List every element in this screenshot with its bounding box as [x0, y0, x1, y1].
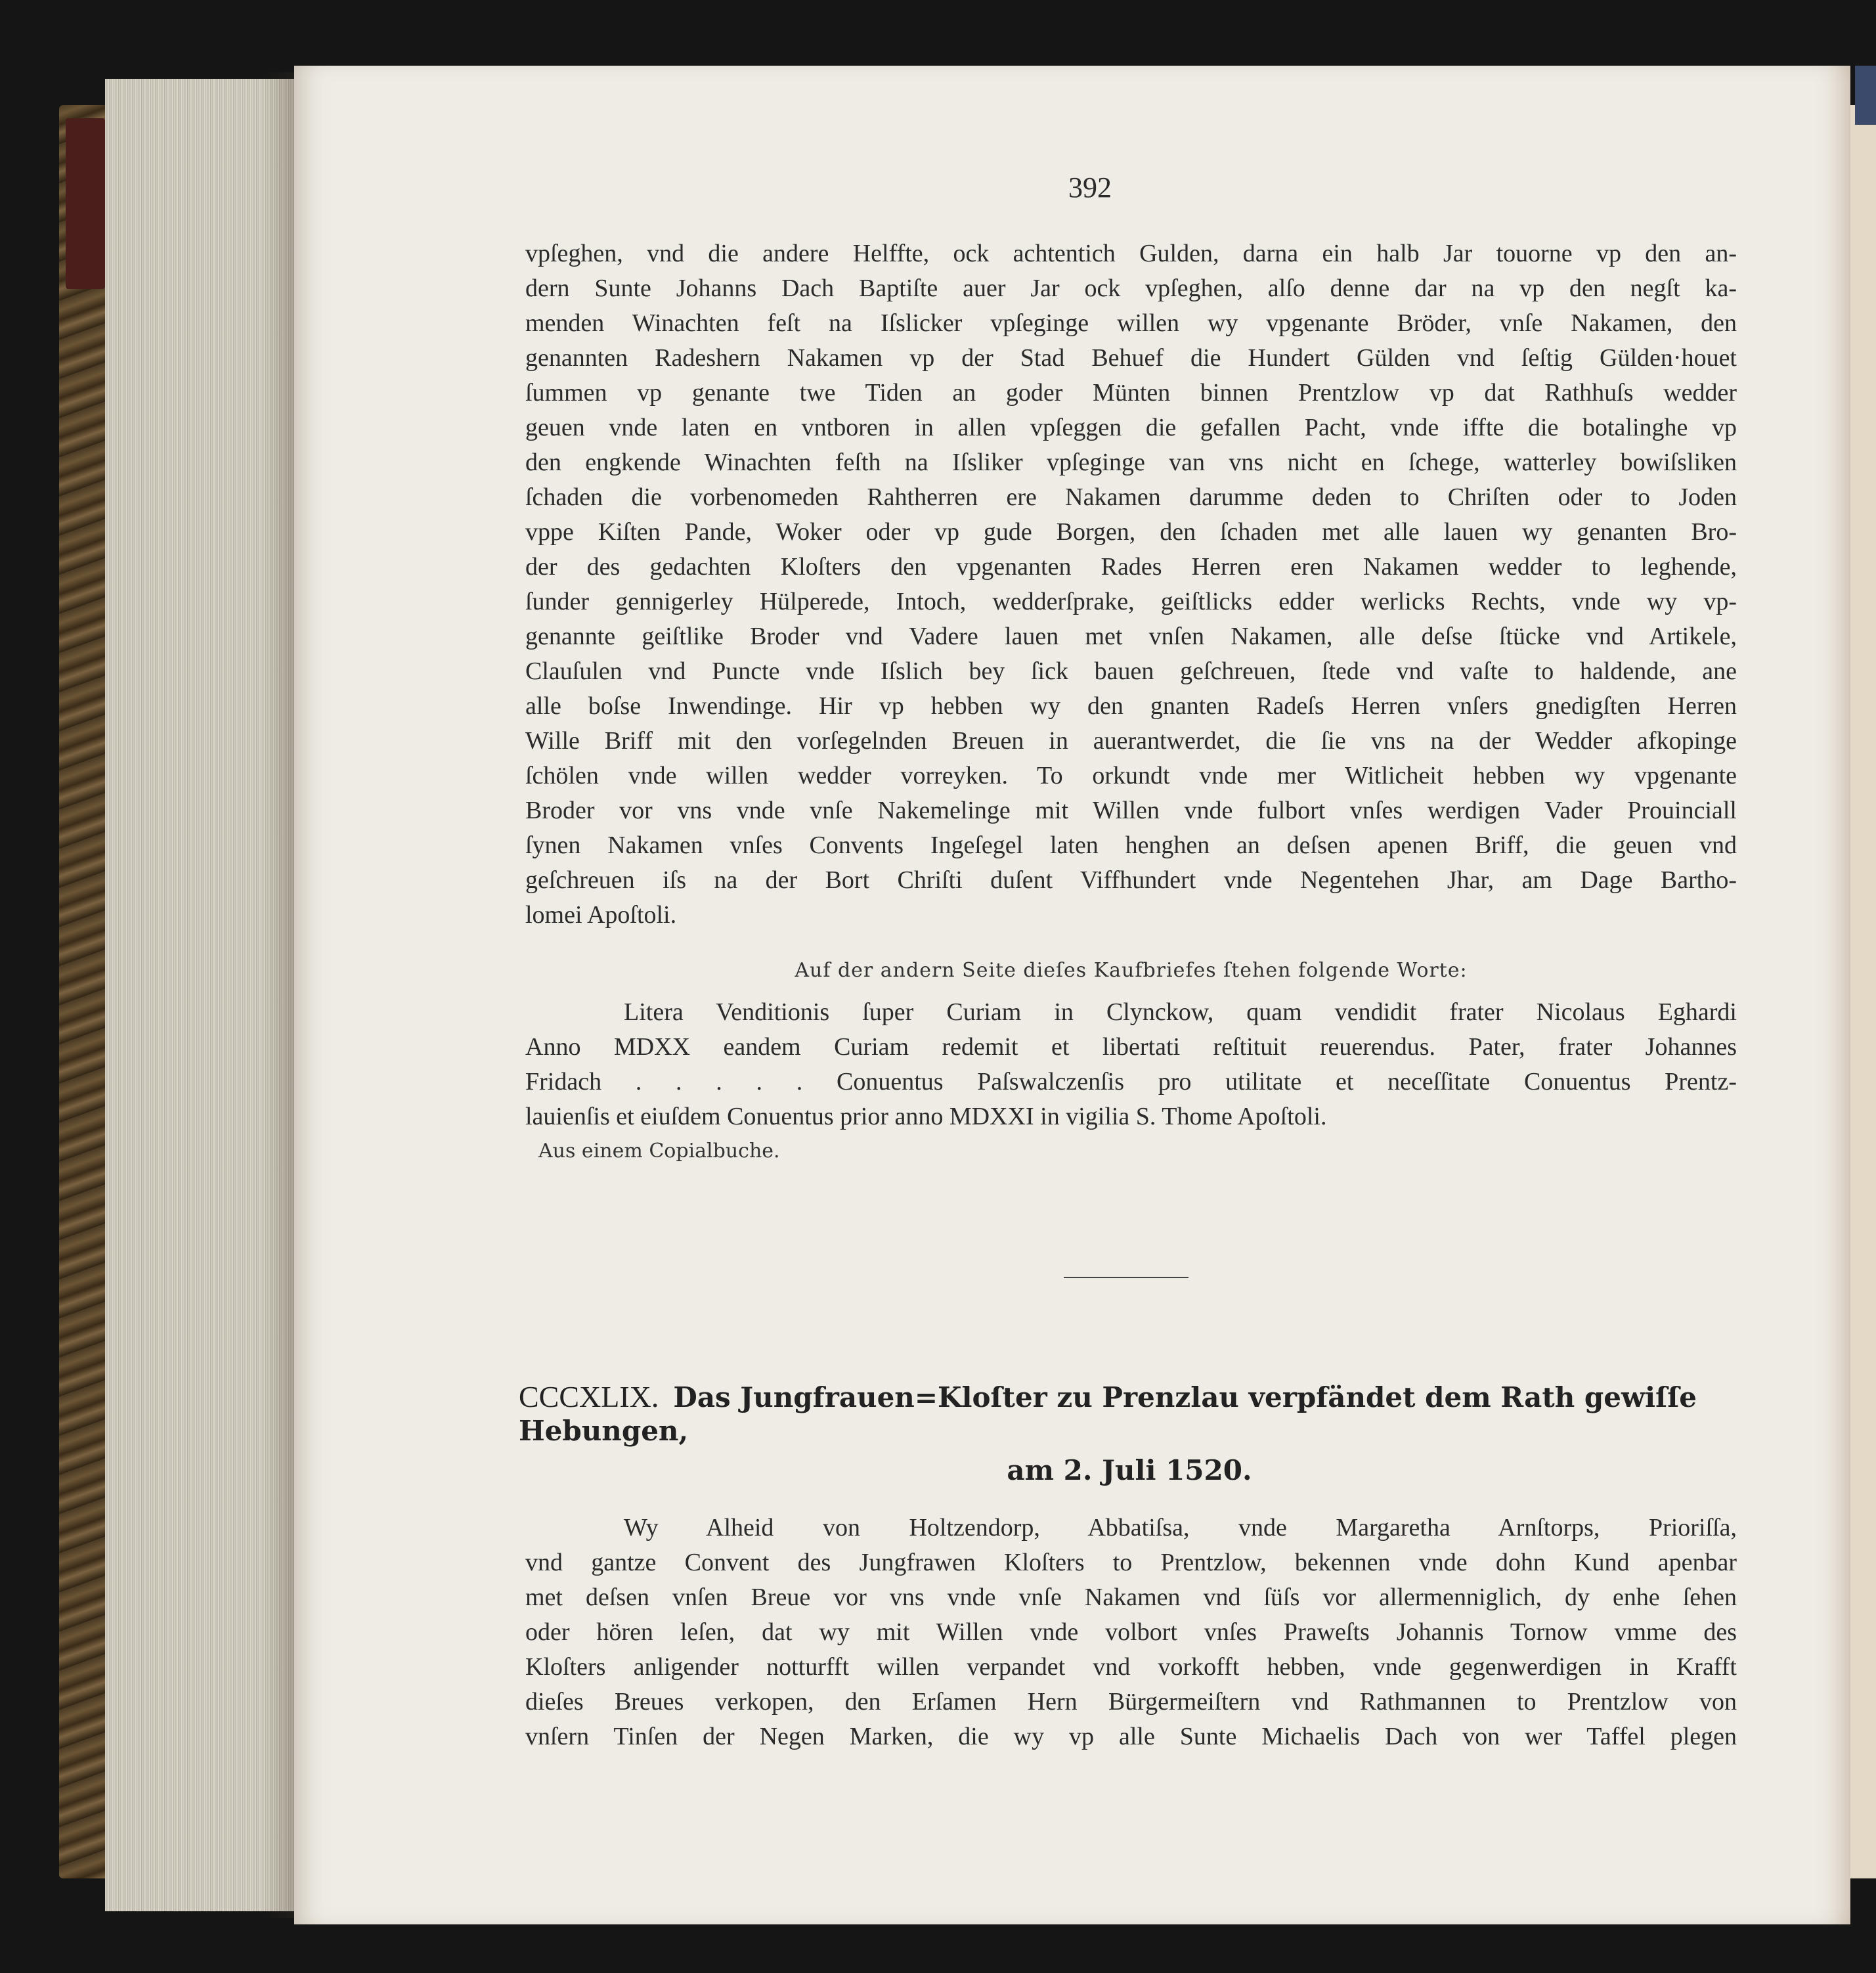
- text-line: ſchölen vnde willen wedder vorreyken. To orkundt vnde mer Witlicheit hebben wy vpgenante: [525, 762, 1737, 789]
- text-line: lomei Apoſtoli.: [525, 901, 677, 929]
- note-paragraph: [525, 995, 1737, 1134]
- text-line: oder hören leſen, dat wy mit Willen vnde volbort vnſes Praweſts Johannis Tornow vmme des: [525, 1618, 1737, 1646]
- text-line: vppe Kiſten Pande, Woker oder vp gude Borgen, den ſchaden met alle lauen wy genanten Bro-: [525, 518, 1737, 546]
- text-line: met deſsen vnſen Breue vor vns vnde vnſe Nakamen vnd ſüſs vor allermenniglich, dy enhe ſehen: [525, 1584, 1737, 1611]
- document-title: Das Jungfrauen=Kloſter zu Prenzlau verpfändet dem Rath gewiſſe Hebungen,: [519, 1381, 1697, 1447]
- text-line: genannte geiſtlike Broder vnd Vadere lauen met vnſen Nakamen, alle deſse ſtücke vnd Artikele,: [525, 623, 1737, 650]
- facing-page-edge: [1850, 105, 1876, 1878]
- text-line: ſunder gennigerley Hülperede, Intoch, wedderſprake, geiſtlicks edder werlicks Rechts, vnde wy vp-: [525, 588, 1737, 615]
- document-number: CCCXLIX.: [519, 1380, 659, 1413]
- text-line: den engkende Winachten feſth na Iſsliker vpſeginge van vns nicht en ſchege, watterley bowiſsliken: [525, 449, 1737, 476]
- text-line: genannten Radeshern Nakamen vp der Stad Behuef die Hundert Gülden vnd ſeſtig Gülden·houet: [525, 344, 1737, 372]
- paragraph-continuation: [525, 236, 1737, 933]
- text-line: Clauſulen vnd Puncte vnde Iſslich bey ſick bauen geſchreuen, ſtede vnd vaſte to haldende, ane: [525, 657, 1737, 685]
- text-line: geſchreuen iſs na der Bort Chriſti duſent Viffhundert vnde Negentehen Jhar, am Dage Bartho-: [525, 866, 1737, 894]
- facing-cover-cloth: [1855, 66, 1876, 125]
- text-line: ſynen Nakamen vnſes Convents Ingeſegel laten henghen an deſsen apenen Briff, die geuen vnd: [525, 831, 1737, 859]
- text-line: dieſes Breues verkopen, den Erſamen Hern Bürgermeiſtern vnd Rathmannen to Prentzlow von: [525, 1688, 1737, 1716]
- text-line: ſchaden die vorbenomeden Rahtherren ere Nakamen darumme deden to Chriſten oder to Joden: [525, 483, 1737, 511]
- source-note: Aus einem Copialbuche.: [538, 1140, 780, 1163]
- text-line: Fridach . . . . . Conuentus Paſswalczenſis pro utilitate et neceſſitate Conuentus Prentz-: [525, 1068, 1737, 1096]
- page-number: 392: [1068, 171, 1112, 204]
- text-line: Wille Briff mit den vorſegelnden Breuen in auerantwerdet, die ſie vns na der Wedder afkopinge: [525, 727, 1737, 755]
- text-line: ſummen vp genante twe Tiden an goder Münten binnen Prentzlow vp dat Rathhuſs wedder: [525, 379, 1737, 407]
- document-heading: [519, 1379, 1740, 1486]
- document-paragraph: [525, 1511, 1737, 1754]
- section-divider: [1064, 1277, 1189, 1278]
- text-line: Kloſters anligender notturfft willen verpandet vnd vorkofft hebben, vnde gegenwerdigen in Krafft: [525, 1653, 1737, 1681]
- text-line: Broder vor vns vnde vnſe Nakemelinge mit Willen vnde fulbort vnſes werdigen Vader Prouinciall: [525, 797, 1737, 824]
- text-line: vnd gantze Convent des Jungfrawen Kloſters to Prentzlow, bekennen vnde dohn Kund apenbar: [525, 1549, 1737, 1576]
- text-line: vpſeghen, vnd die andere Helffte, ock achtentich Gulden, darna ein halb Jar touorne vp den an-: [525, 240, 1737, 267]
- text-line: vnſern Tinſen der Negen Marken, die wy vp alle Sunte Michaelis Dach von wer Taffel plegen: [525, 1723, 1737, 1750]
- document-date: am 2. Juli 1520.: [1007, 1454, 1252, 1486]
- cover-cloth-band: [66, 118, 105, 289]
- text-line: alle boſse Inwendinge. Hir vp hebben wy den gnanten Radeſs Herren vnſers gnedigſten Herren: [525, 692, 1737, 720]
- text-line: lauienſis et eiuſdem Conuentus prior anno MDXXI in vigilia S. Thome Apoſtoli.: [525, 1103, 1327, 1130]
- text-line: geuen vnde laten en vntboren in allen vpſeggen die gefallen Pacht, vnde iffte die botalinghe vp: [525, 414, 1737, 441]
- text-line: der des gedachten Kloſters den vpgenanten Rades Herren eren Nakamen wedder to leghende,: [525, 553, 1737, 581]
- text-line: dern Sunte Johanns Dach Baptiſte auer Jar ock vpſeghen, alſo denne dar na vp den negſt ka-: [525, 275, 1737, 302]
- text-line: menden Winachten feſt na Iſslicker vpſeginge willen wy vpgenante Bröder, vnſe Nakamen, den: [525, 309, 1737, 337]
- text-line: Wy Alheid von Holtzendorp, Abbatiſsa, vnde Margaretha Arnſtorps, Prioriſſa,: [624, 1514, 1737, 1541]
- note-heading: Auf der andern Seite dieſes Kaufbriefes ſtehen folgende Worte:: [795, 959, 1468, 982]
- text-line: Litera Venditionis ſuper Curiam in Clynckow, quam vendidit frater Nicolaus Eghardi: [624, 998, 1737, 1026]
- text-line: Anno MDXX eandem Curiam redemit et libertati reſtituit reuerendus. Pater, frater Johannes: [525, 1033, 1737, 1061]
